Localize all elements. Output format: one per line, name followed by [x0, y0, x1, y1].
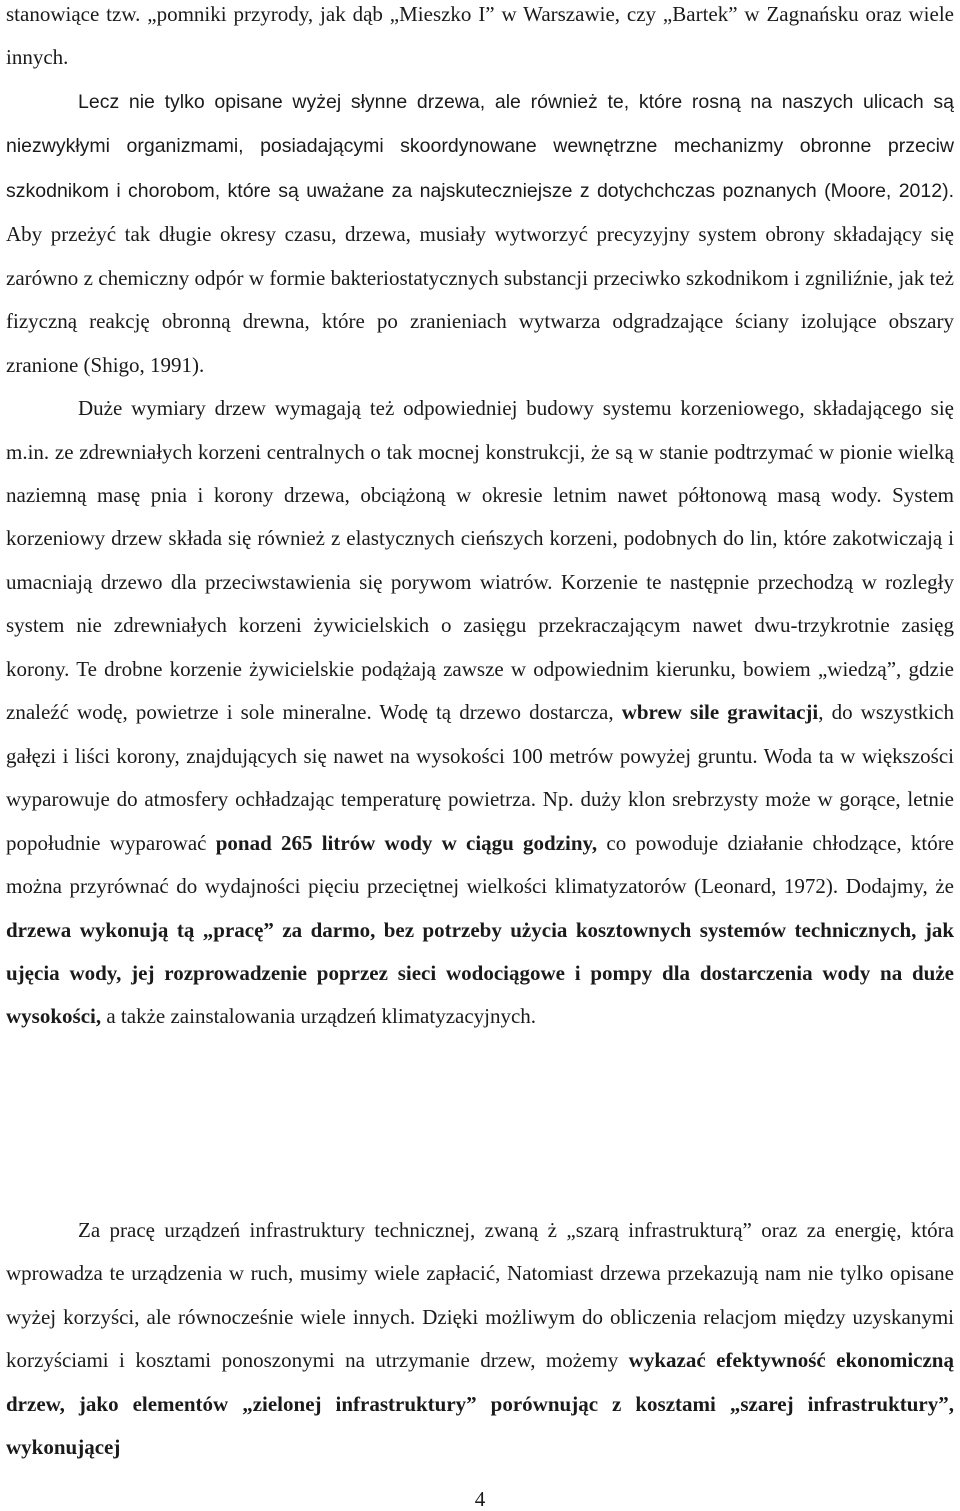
paragraph-4-bold-efficiency: wykazać efektywność ekonomiczną drzew, jako elementów „zielonej infrastruktury” porównując z kosztami „szarej infrastruktury”, wykonującej [6, 1348, 954, 1460]
paragraph-2-segment-2: Aby przeżyć tak długie okresy czasu, drzewa, musiały wytworzyć precyzyjny system obrony składający się zarówno z chemiczny odpór w formie bakteriostatycznych substancji przeciwko szkodnikom i zgniliźnie, jak też fizyczną reakcję obronną drewna, które po zranieniach wytwarza odgradzające ściany izolujące obszary zranione (Shigo, 1991). [6, 222, 954, 377]
paragraph-2 [6, 80, 954, 387]
paragraph-3-segment-7: a także zainstalowania urządzeń klimatyzacyjnych. [101, 1004, 537, 1029]
paragraph-3-segment-3: , do wszystkich gałęzi i liści korony, znajdujących się nawet na wysokości 100 metrów powyżej gruntu. Woda ta w większości wyparowuje do atmosfery ochładzając temperaturę powietrza. Np. duży klon srebrzysty może w gorące, letnie popołudnie wyparować [6, 700, 954, 855]
paragraph-4-segment-1: Za pracę urządzeń infrastruktury technicznej, zwaną ż „szarą infrastrukturą” oraz za energię, która wprowadza te urządzenia w ruch, musimy wiele zapłacić, Natomiast drzewa przekazują nam nie tylko opisane wyżej korzyści, ale równocześnie wiele innych. Dzięki możliwym do obliczenia relacjom między uzyskanymi korzyściami i kosztami ponoszonymi na utrzymanie drzew, możemy [6, 1218, 954, 1373]
paragraph-2-segment-1: Lecz nie tylko opisane wyżej słynne drzewa, ale również te, które rosną na naszych ulicach są niezwykłymi organizmami, posiadającymi skoordynowane wewnętrzne mechanizmy obronne przeciw szkodnikom i chorobom, które są uważane za najskuteczniejsze z dotychchczas poznanych (Moore, 2012). [6, 90, 954, 202]
paragraph-1-segment-1: stanowiące tzw. „pomniki przyrody, jak dąb „Mieszko I” w Warszawie, czy „Bartek” w Zagnańsku oraz wiele innych. [6, 2, 954, 70]
page-number: 4 [474, 1487, 486, 1511]
paragraph-3-bold-free-work: drzewa wykonują tą „pracę” za darmo, bez potrzeby użycia kosztownych systemów technicznych, jak ujęcia wody, jej rozprowadzenie poprzez sieci wodociągowe i pompy dla dostarczenia wody na duże wysokości, [6, 917, 954, 1029]
paragraph-4 [6, 1209, 954, 1470]
paragraph-3-segment-1: Duże wymiary drzew wymagają też odpowiedniej budowy systemu korzeniowego, składającego się m.in. ze zdrewniałych korzeni centralnych o tak mocnej konstrukcji, że są w stanie podtrzymać w pionie wielką naziemną masę pnia i korony drzewa, obciążoną w okresie letnim nawet półtonową masą wody. System korzeniowy drzew składa się również z elastycznych cieńszych korzeni, podobnych do lin, które zakotwiczają i umacniają drzewo dla przeciwstawienia się porywom wiatrów. Korzenie te następnie przechodzą w rozległy system nie zdrewniałych korzeni żywicielskich o zasięgu przekraczającym nawet dwu-trzykrotnie zasięg korony. Te drobne korzenie żywicielskie podążają zawsze w odpowiednim kierunku, bowiem „wiedzą”, gdzie znaleźć wodę, powietrze i sole mineralne. Wodę tą drzewo dostarcza, [6, 396, 954, 725]
text-block-upper [6, 0, 954, 1039]
paragraph-1 [6, 0, 954, 80]
paragraph-3-bold-water-amount: ponad 265 litrów wody w ciągu godziny, [215, 830, 598, 855]
paragraph-3 [6, 387, 954, 1039]
paragraph-3-bold-gravity: wbrew sile grawitacji [621, 700, 819, 725]
paragraph-3-segment-5: co powoduje działanie chłodzące, które można przyrównać do wydajności pięciu przeciętnej wielkości klimatyzatorów (Leonard, 1972). Dodajmy, że [6, 830, 955, 899]
text-block-lower [6, 1209, 954, 1470]
